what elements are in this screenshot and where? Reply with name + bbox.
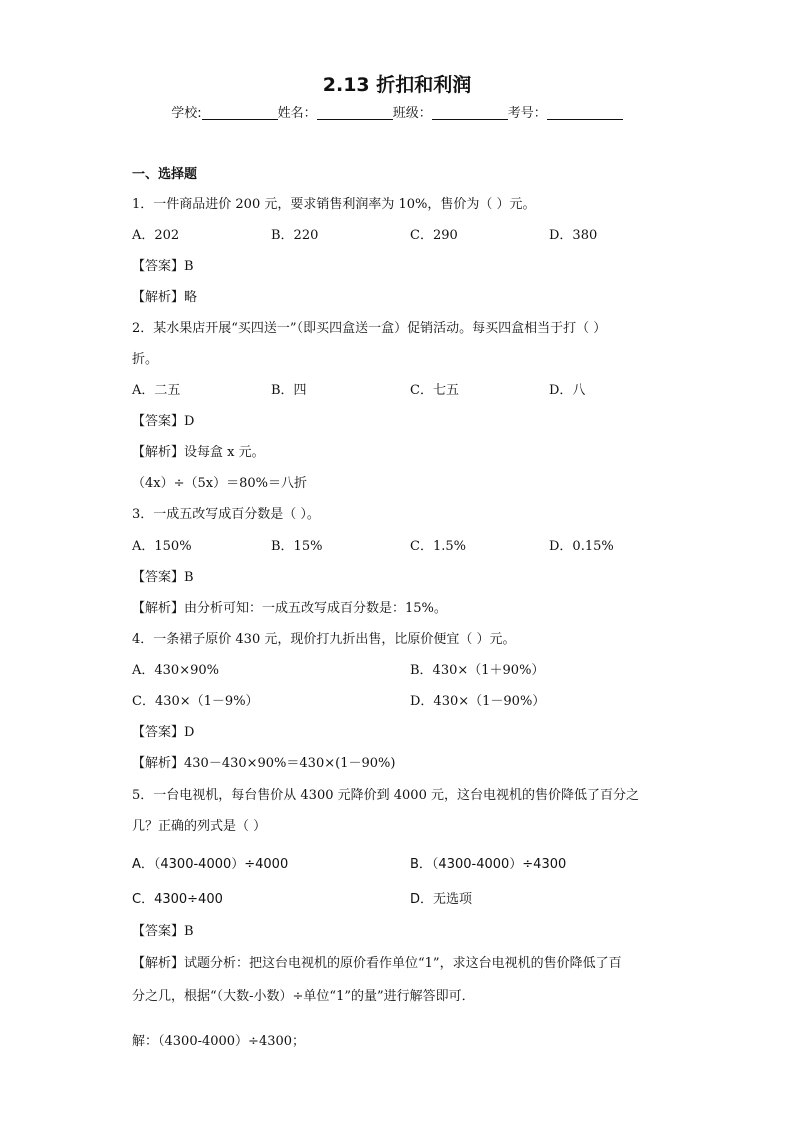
question-1-option-a: A．202 (132, 228, 180, 243)
class-label: 班级： (392, 106, 432, 121)
question-1-option-c: C．290 (410, 228, 458, 243)
question-4-stem: 4．一条裙子原价 430 元，现价打九折出售，比原价便宜（ ）元。 (132, 632, 516, 647)
question-5-option-a: A．（4300-4000）÷4000 (132, 857, 289, 872)
question-4-option-a: A．430×90% (132, 663, 219, 678)
school-label: 学校: (171, 106, 202, 121)
page-title: 2.13 折扣和利润 (322, 74, 472, 96)
name-label: 姓名： (277, 106, 317, 121)
question-2-option-a: A．二五 (132, 383, 181, 398)
name-blank[interactable] (317, 105, 393, 120)
exam-no-label: 考号： (507, 106, 547, 121)
question-4-option-c: C．430×（1－9%） (132, 694, 259, 709)
question-3-option-a: A．150% (132, 539, 192, 554)
question-3-answer: 【答案】B (132, 570, 194, 585)
question-4-option-b: B．430×（1＋90%） (410, 663, 545, 678)
section-title: 一、选择题 (132, 167, 198, 182)
question-5-analysis-line-1: 【解析】试题分析：把这台电视机的原价看作单位“1”，求这台电视机的售价降低了百 (132, 956, 622, 971)
question-5-answer: 【答案】B (132, 924, 194, 939)
exam-no-blank[interactable] (547, 105, 623, 120)
school-blank[interactable] (202, 105, 278, 120)
question-2-analysis-line-2: （4x）÷（5x）＝80%＝八折 (132, 476, 307, 491)
question-5-option-c: C．4300÷400 (132, 892, 223, 907)
question-2-analysis-line-1: 【解析】设每盒 x 元。 (132, 445, 265, 460)
class-blank[interactable] (432, 105, 508, 120)
question-1-answer: 【答案】B (132, 259, 194, 274)
question-3-analysis: 【解析】由分析可知：一成五改写成百分数是：15%。 (132, 601, 447, 616)
question-1-stem: 1．一件商品进价 200 元，要求销售利润率为 10%，售价为（ ）元。 (132, 197, 536, 212)
question-5-option-b: B．（4300-4000）÷4300 (410, 857, 567, 872)
question-5-stem-line-2: 几？正确的列式是（ ） (132, 819, 267, 834)
question-2-option-c: C．七五 (410, 383, 459, 398)
question-4-analysis: 【解析】430－430×90%＝430×(1－90%) (132, 756, 396, 771)
question-2-option-d: D．八 (549, 383, 586, 398)
question-4-option-d: D．430×（1－90%） (410, 694, 546, 709)
question-1-analysis: 【解析】略 (132, 290, 198, 305)
question-3-option-c: C．1.5% (410, 539, 466, 554)
question-2-stem-line-2: 折。 (132, 352, 159, 367)
question-3-stem: 3．一成五改写成百分数是（ ）。 (132, 507, 320, 522)
question-2-option-b: B．四 (271, 383, 307, 398)
question-3-option-d: D．0.15% (549, 539, 614, 554)
question-5-stem-line-1: 5．一台电视机，每台售价从 4300 元降价到 4000 元，这台电视机的售价降低了百分之 (132, 788, 639, 803)
question-2-answer: 【答案】D (132, 414, 195, 429)
question-5-analysis-line-3: 解：（4300-4000）÷4300； (132, 1034, 306, 1049)
student-info-line (0, 102, 794, 121)
question-5-analysis-line-2: 分之几，根据“（大数-小数）÷单位“1”的量”进行解答即可． (132, 989, 475, 1004)
question-3-option-b: B．15% (271, 539, 323, 554)
question-4-answer: 【答案】D (132, 725, 195, 740)
question-2-stem-line-1: 2．某水果店开展“买四送一”（即买四盒送一盒）促销活动。每买四盒相当于打（ ） (132, 321, 607, 336)
question-5-option-d: D．无选项 (410, 892, 473, 907)
question-1-option-d: D．380 (549, 228, 598, 243)
question-1-option-b: B．220 (271, 228, 319, 243)
